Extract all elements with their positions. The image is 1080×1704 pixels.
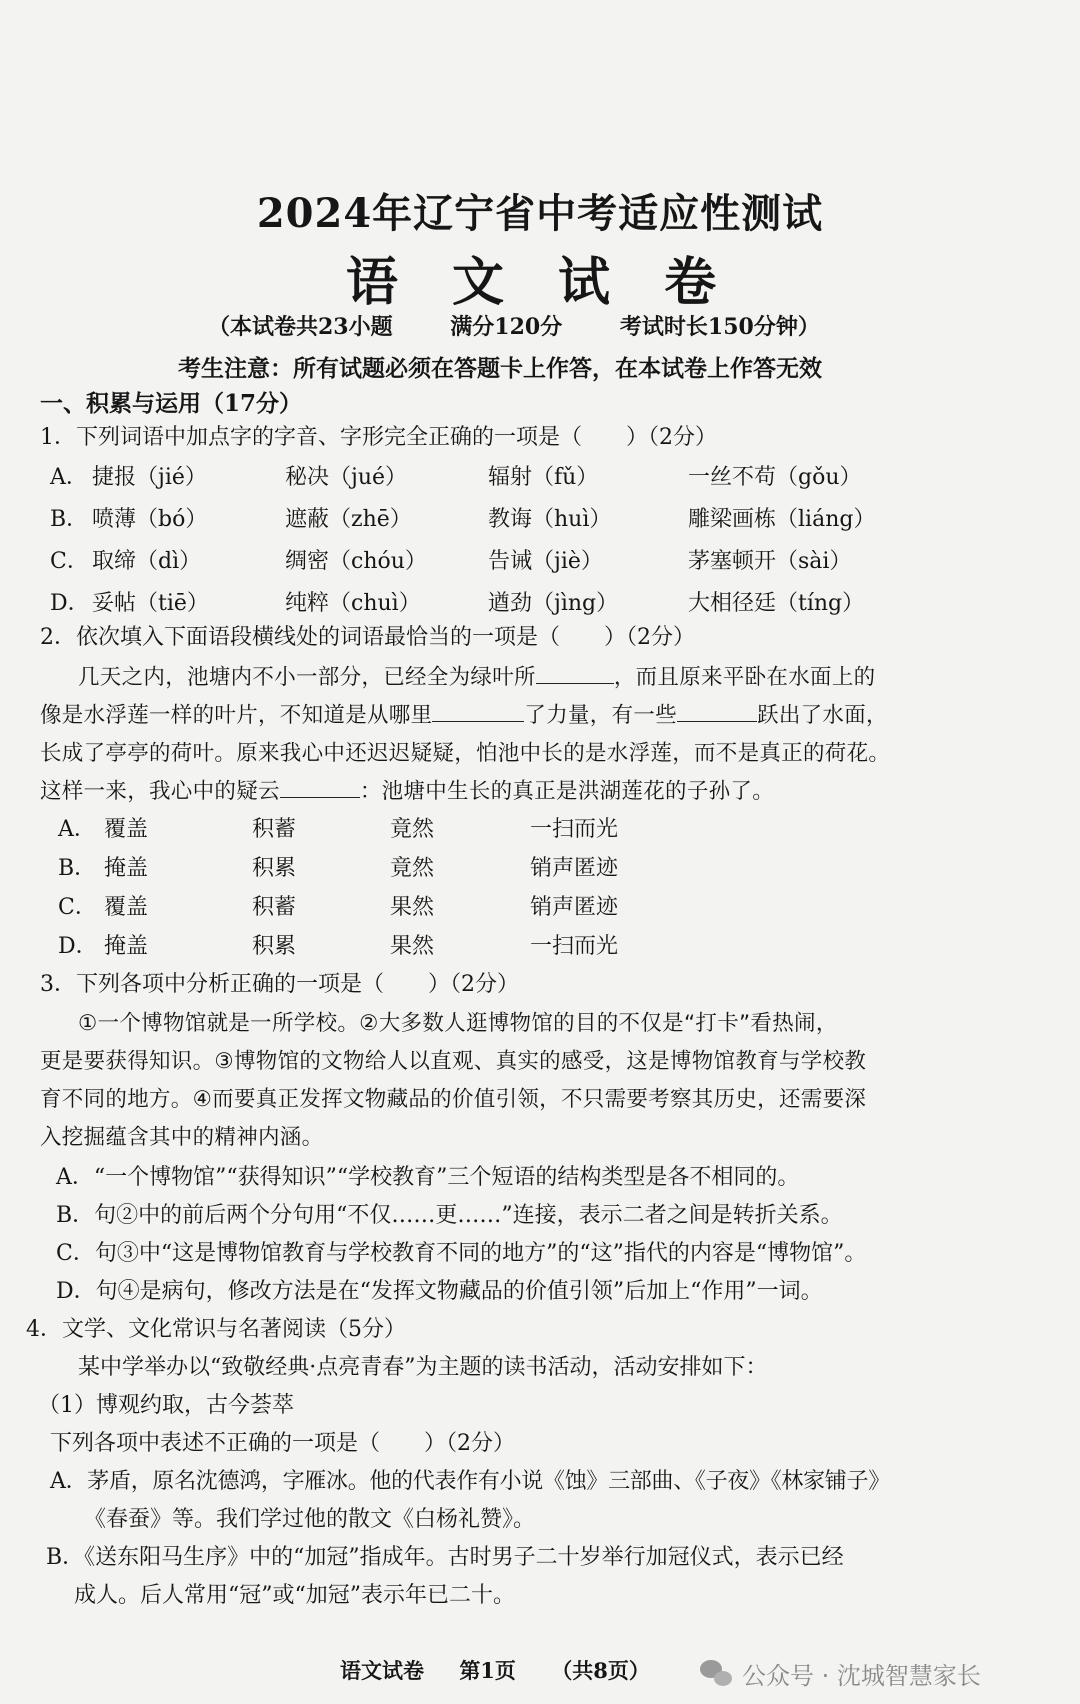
subject-title: 语 文 试 卷 <box>345 252 735 313</box>
option-item: 喷薄（bó） <box>92 507 208 532</box>
watermark-text: 公众号 · 沈城智慧家长 <box>742 1662 981 1690</box>
option-item: 捷报（jié） <box>92 465 207 490</box>
footer-total: （共8页） <box>551 1658 650 1683</box>
q3-passage-line: ①一个博物馆就是一所学校。②大多数人逛博物馆的目的不仅是“打卡”看热闹， <box>78 1011 838 1036</box>
option-label: A． <box>50 465 88 490</box>
option-item: 销声匿迹 <box>530 895 619 920</box>
option-item: 果然 <box>390 934 435 959</box>
watermark <box>700 1656 981 1691</box>
option-item: 雕梁画栋（liáng） <box>688 507 876 532</box>
exam-meta <box>208 310 870 341</box>
exam-title: 2024年辽宁省中考适应性测试 <box>256 190 824 237</box>
option-item: 绸密（chóu） <box>285 549 427 574</box>
footer-page: 第1页 <box>459 1658 516 1683</box>
q3-stem: 3．下列各项中分析正确的一项是（ ）（2分） <box>40 972 519 997</box>
q2-passage-line: 几天之内，池塘内不小一部分，已经全为绿叶所 ，而且原来平卧在水面上的 <box>78 665 876 690</box>
option-label: C． <box>50 549 89 574</box>
option-item: 掩盖 <box>104 934 149 959</box>
q2-passage-line: 长成了亭亭的荷叶。原来我心中还迟迟疑疑，怕池中长的是水浮莲，而不是真正的荷花。 <box>40 741 891 766</box>
option-item: 一扫而光 <box>530 817 619 842</box>
option-item: 覆盖 <box>104 895 149 920</box>
candidate-notice: 考生注意：所有试题必须在答题卡上作答，在本试卷上作答无效 <box>178 355 822 382</box>
option-item: 积蓄 <box>252 895 297 920</box>
option-item: 妥帖（tiē） <box>92 591 209 616</box>
option-label: B． <box>50 507 89 532</box>
option-item: 掩盖 <box>104 856 149 881</box>
option-item: 一丝不苟（gǒu） <box>688 465 862 490</box>
q1-stem: 1．下列词语中加点字的字音、字形完全正确的一项是（ ）（2分） <box>40 425 717 450</box>
option-label: D． <box>58 934 98 959</box>
option-item: 积累 <box>252 934 297 959</box>
option-item: 取缔（dì） <box>92 549 202 574</box>
question-count: （本试卷共23小题 <box>208 314 393 340</box>
option-item: 一扫而光 <box>530 934 619 959</box>
option-item: 教诲（huì） <box>488 507 612 532</box>
q4-option-a-cont: 《春蚕》等。我们学过他的散文《白杨礼赞》。 <box>84 1507 536 1532</box>
option-label: A． <box>58 817 96 842</box>
option-item: 覆盖 <box>104 817 149 842</box>
full-score: 满分120分 <box>450 314 563 340</box>
q4-intro: 某中学举办以“致敬经典·点亮青春”为主题的读书活动，活动安排如下： <box>78 1355 768 1380</box>
option-item: 竟然 <box>390 817 435 842</box>
option-label: D． <box>50 591 90 616</box>
page-footer <box>340 1655 678 1685</box>
q3-option-d: D．句④是病句，修改方法是在“发挥文物藏品的价值引领”后加上“作用”一词。 <box>56 1279 823 1304</box>
option-item: 果然 <box>390 895 435 920</box>
option-item: 秘决（jué） <box>285 465 408 490</box>
q2-passage-line: 像是水浮莲一样的叶片，不知道是从哪里 了力量，有一些 跃出了水面， <box>40 703 888 728</box>
q4-sub1-heading: （1）博观约取，古今荟萃 <box>38 1393 294 1418</box>
q4-option-b: B．《送东阳马生序》中的“加冠”指成年。古时男子二十岁举行加冠仪式，表示已经 <box>46 1545 844 1570</box>
option-item: 茅塞顿开（sài） <box>688 549 852 574</box>
option-item: 大相径廷（tíng） <box>688 591 865 616</box>
q4-option-a: A．茅盾，原名沈德鸿，字雁冰。他的代表作有小说《蚀》三部曲、《子夜》《林家铺子》 <box>50 1469 890 1494</box>
q3-passage-line: 育不同的地方。④而要真正发挥文物藏品的价值引领，不只需要考察其历史，还需要深 <box>40 1087 867 1112</box>
option-item: 竟然 <box>390 856 435 881</box>
q3-option-c: C．句③中“这是博物馆教育与学校教育不同的地方”的“这”指代的内容是“博物馆”。 <box>56 1241 867 1266</box>
q4-stem: 4．文学、文化常识与名著阅读（5分） <box>26 1317 406 1342</box>
option-label: B． <box>58 856 97 881</box>
q3-passage-line: 更是要获得知识。③博物馆的文物给人以直观、真实的感受，这是博物馆教育与学校教 <box>40 1049 867 1074</box>
q2-passage-line: 这样一来，我心中的疑云 ：池塘中生长的真正是洪湖莲花的子孙了。 <box>40 779 775 804</box>
exam-duration: 考试时长150分钟） <box>619 314 820 340</box>
option-item: 积蓄 <box>252 817 297 842</box>
wechat-icon <box>700 1660 734 1688</box>
option-item: 遮蔽（zhē） <box>285 507 412 532</box>
footer-subject: 语文试卷 <box>340 1658 424 1683</box>
option-item: 纯粹（chuì） <box>285 591 421 616</box>
option-label: C． <box>58 895 97 920</box>
option-item: 销声匿迹 <box>530 856 619 881</box>
option-item: 告诫（jiè） <box>488 549 603 574</box>
q3-option-b: B．句②中的前后两个分句用“不仅……更……”连接，表示二者之间是转折关系。 <box>56 1203 843 1228</box>
q4-sub1-stem: 下列各项中表述不正确的一项是（ ）（2分） <box>50 1431 515 1456</box>
option-item: 积累 <box>252 856 297 881</box>
q3-passage-line: 入挖掘蕴含其中的精神内涵。 <box>40 1125 324 1150</box>
section-heading: 一、积累与运用（17分） <box>40 390 303 417</box>
q3-option-a: A．“一个博物馆”“获得知识”“学校教育”三个短语的结构类型是各不相同的。 <box>56 1165 800 1190</box>
option-item: 遒劲（jìng） <box>488 591 619 616</box>
option-item: 辐射（fǔ） <box>488 465 599 490</box>
q2-stem: 2．依次填入下面语段横线处的词语最恰当的一项是（ ）（2分） <box>40 625 695 650</box>
q4-option-b-cont: 成人。后人常用“冠”或“加冠”表示年已二十。 <box>74 1583 515 1608</box>
